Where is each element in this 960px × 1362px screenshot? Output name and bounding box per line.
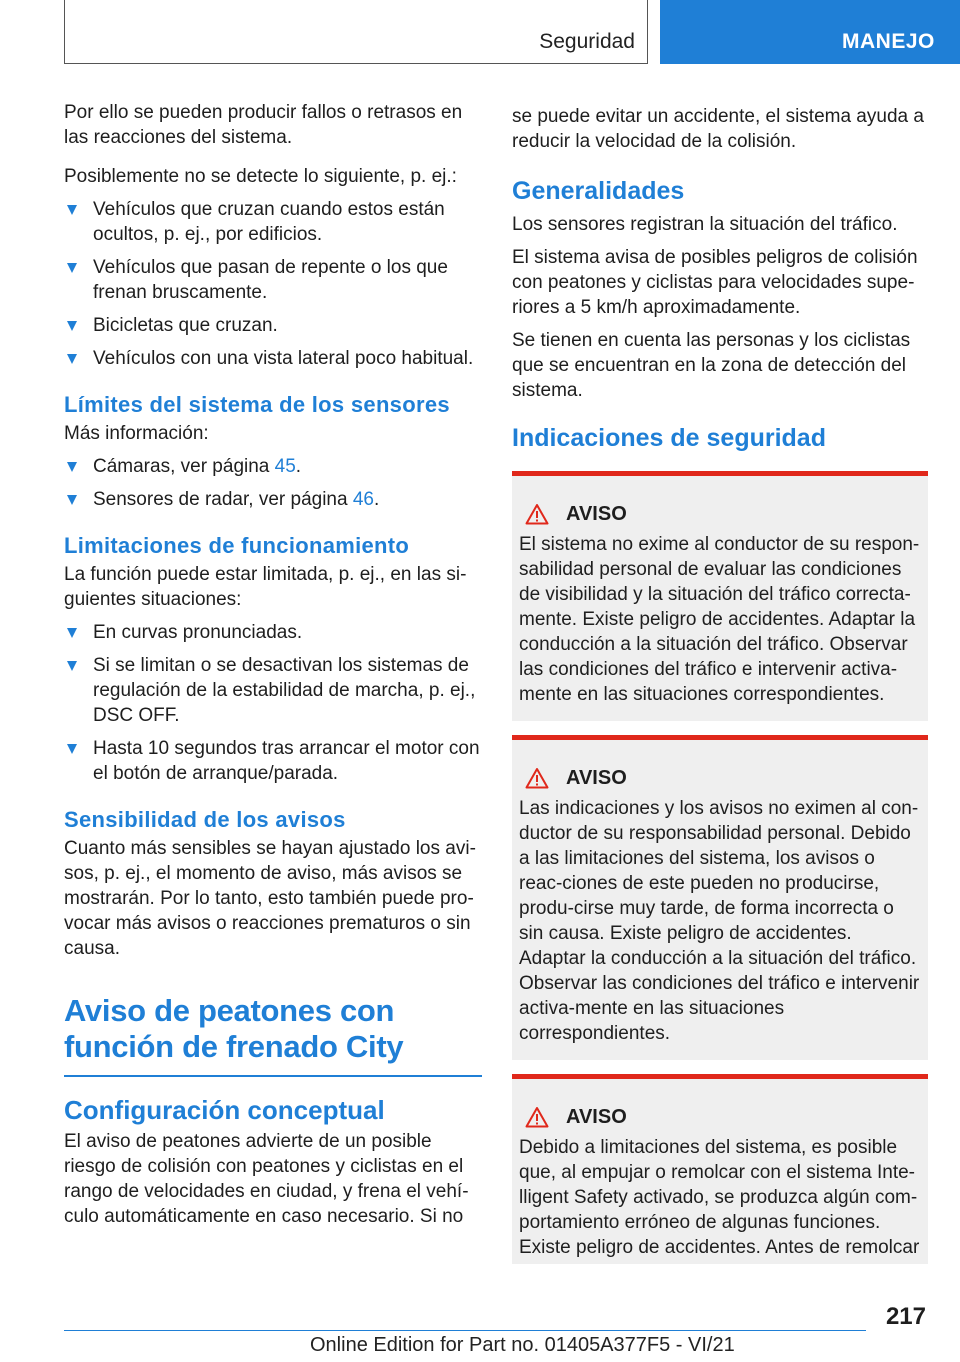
chapter-tab[interactable] [660,0,960,64]
heading-sensor-limits: Límites del sistema de los sensores [64,392,450,417]
warning-text: Debido a limitaciones del sistema, es posible que, al empujar o remolcar con el sistema Inte-lligent Safety activado, se produzca algún com-portamiento erróneo de algunas funciones. Existe peligro de accidentes. Antes de remolcar [519,1137,920,1258]
warning-text: Las indicaciones y los avisos no eximen al con-ductor de su responsabilidad personal. Debido a las limitaciones del sistema, los avisos o reac-ciones de este pueden no producirse, produ-cirse muy tarde, de forma incorrecta o sin causa. Existe peligro de accidentes. Adaptar la conducción a la situación del tráfico. Observar las condiciones del tráfico e intervenir activa-mente en las situaciones correspondientes. [519,798,920,1044]
heading-safety: Indicaciones de seguridad [512,424,826,452]
list-item: Si se limitan o se desactivan los sistemas de regulación de la estabilidad de marcha, p. ej., DSC OFF. [64,653,482,728]
footer-rule [64,1330,866,1331]
right-column [512,104,928,1264]
paragraph: El sistema avisa de posibles peligros de colisión con peatones y ciclistas para velocidades supe-riores a 5 km/h aproximadamente. [512,247,918,318]
warning-triangle-icon [525,767,549,789]
footer-edition: Online Edition for Part no. 01405A377F5 - VI/21 [310,1334,735,1356]
list-item: Vehículos que cruzan cuando estos están ocultos, p. ej., por edificios. [64,197,482,247]
list-item: Bicicletas que cruzan. [64,313,482,338]
warning-triangle-icon [525,503,549,525]
list-item: En curvas pronunciadas. [64,620,482,645]
warning-box [512,1074,928,1264]
paragraph: Cuanto más sensibles se hayan ajustado los avi-sos, p. ej., el momento de aviso, más avisos se mostrarán. Por lo tanto, esto también puede pro-vocar más avisos o reacciones prematuros o sin causa. [64,838,476,959]
paragraph: se puede evitar un accidente, el sistema ayuda a reducir la velocidad de la colisión. [512,106,924,152]
paragraph: Por ello se pueden producir fallos o retrasos en las reacciones del sistema. [64,102,463,148]
warning-title: AVISO [566,502,627,525]
page-number: 217 [885,1303,926,1330]
heading-rule [64,1065,482,1077]
list-item: Sensores de radar, ver página 46. [64,487,482,512]
paragraph: Se tienen en cuenta las personas y los ciclistas que se encuentran en la zona de detección del sistema. [512,330,911,401]
warning-box [512,471,928,721]
warning-title: AVISO [566,1105,627,1128]
paragraph: La función puede estar limitada, p. ej., en las si-guientes situaciones: [64,564,467,610]
paragraph: Más información: [64,423,209,444]
chapter-label: MANEJO [842,30,935,53]
list-item: Vehículos que pasan de repente o los que frenan bruscamente. [64,255,482,305]
list-item-text: Sensores de radar, ver página [93,489,353,510]
left-column [64,100,482,1237]
bullet-list [64,197,482,371]
paragraph: El aviso de peatones advierte de un posible riesgo de colisión con peatones y ciclistas en el rango de velocidades en ciudad, y frena el vehí-culo automáticamente en caso necesario. Si no [64,1131,469,1227]
list-item-text: Cámaras, ver página [93,456,275,477]
warning-header [519,764,920,792]
list-item: Hasta 10 segundos tras arrancar el motor con el botón de arranque/parada. [64,736,482,786]
heading-concept: Configuración conceptual [64,1095,385,1125]
heading-limitations: Limitaciones de funcionamiento [64,533,410,558]
warning-box [512,735,928,1060]
bullet-list [64,454,482,512]
list-item: Vehículos con una vista lateral poco habitual. [64,346,482,371]
heading-sensitivity: Sensibilidad de los avisos [64,807,346,832]
header-frame [64,0,648,64]
warning-triangle-icon [525,1106,549,1128]
warning-title: AVISO [566,766,627,789]
heading-general: Generalidades [512,177,685,205]
bullet-list [64,620,482,786]
list-item: Cámaras, ver página 45. [64,454,482,479]
warning-text: El sistema no exime al conductor de su respon-sabilidad personal de evaluar las condiciones de visibilidad y la situación del tráfico correcta-mente. Existe peligro de accidentes. Adaptar la conducción a la situación del tráfico. Observar las condiciones del tráfico e intervenir activa-mente en las situaciones correspondientes. [519,534,920,705]
paragraph: Los sensores registran la situación del tráfico. [512,214,898,235]
main-heading: Aviso de peatones con función de frenado City [64,993,404,1064]
paragraph: Posiblemente no se detecte lo siguiente, p. ej.: [64,166,457,187]
warning-header [519,500,920,528]
page-link-cameras[interactable]: 45 [274,456,296,477]
warning-header [519,1103,920,1131]
section-title: Seguridad [539,30,635,53]
page-link-radar[interactable]: 46 [352,489,374,510]
